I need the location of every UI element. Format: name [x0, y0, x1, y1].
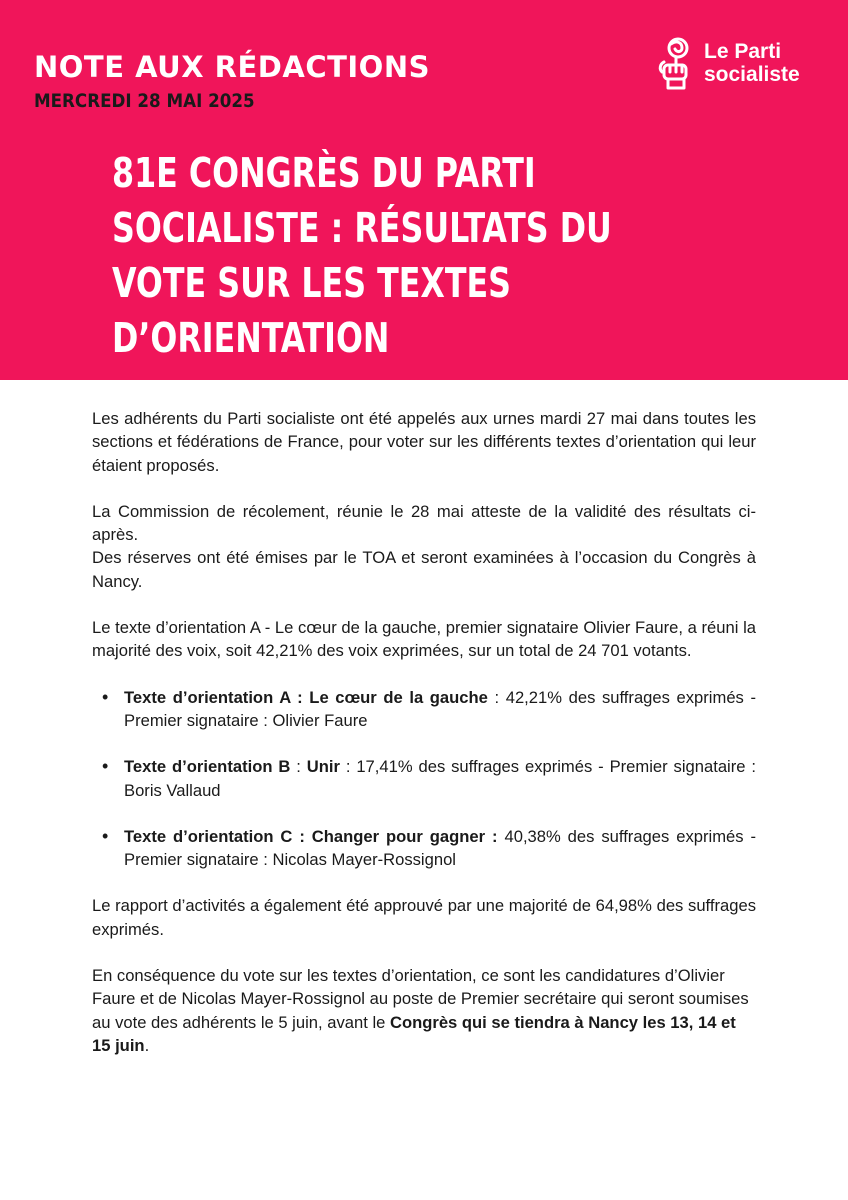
list-item	[124, 825, 756, 872]
page-title: 81E CONGRÈS DU PARTI SOCIALISTE : RÉSULTATS DU VOTE SUR LES TEXTES D’ORIENTATION	[112, 149, 612, 362]
rose-fist-icon	[656, 36, 696, 90]
results-list	[92, 686, 756, 872]
result-detail: 42,21% des suffrages exprimés - Premier signataire : Olivier Faure	[124, 687, 756, 730]
note-title: NOTE AUX RÉDACTIONS	[34, 50, 430, 84]
paragraph-conclusion: En conséquence du vote sur les textes d’orientation, ce sont les candidatures d’Olivier Faure et de Nicolas Mayer-Rossignol au poste de Premier secrétaire qui seront soumises au vote des adhérents le 5 juin, avant le Congrès qui se tiendra à Nancy les 13, 14 et 15 juin.	[92, 966, 749, 1055]
logo-line-2: socialiste	[704, 63, 800, 86]
press-release-body	[92, 407, 756, 1080]
result-detail: 17,41% des suffrages exprimés - Premier signataire : Boris Vallaud	[124, 757, 756, 800]
commission-line-2: Des réserves ont été émises par le TOA et seront examinées à l’occasion du Congrès à Nancy.	[92, 548, 756, 591]
congress-date: Congrès qui se tiendra à Nancy les 13, 14 et 15 juin	[92, 1012, 736, 1055]
result-detail: 40,38% des suffrages exprimés - Premier signataire : Nicolas Mayer-Rossignol	[124, 826, 756, 870]
paragraph-intro: Les adhérents du Parti socialiste ont été appelés aux urnes mardi 27 mai dans toutes les sections et fédérations de France, pour voter sur les différents textes d’orientation qui leur étaient proposés.	[92, 409, 756, 475]
party-logo	[656, 36, 800, 90]
paragraph-majority: Le texte d’orientation A - Le cœur de la gauche, premier signataire Olivier Faure, a réuni la majorité des voix, soit 42,21% des voix exprimées, sur un total de 24 701 votants.	[92, 618, 756, 661]
commission-line-1: La Commission de récolement, réunie le 28 mai atteste de la validité des résultats ci-après.	[92, 501, 756, 545]
logo-text	[704, 40, 800, 86]
result-label: Texte d’orientation A : Le cœur de la gauche	[124, 687, 488, 707]
result-label: Texte d’orientation C : Changer pour gagner :	[124, 826, 498, 846]
header-banner	[0, 0, 848, 380]
result-label-name: Unir	[306, 757, 340, 777]
result-label: Texte d’orientation B	[124, 757, 291, 777]
paragraph-commission	[92, 500, 756, 593]
list-item: • Texte d’orientation B : Unir : 17,41% des suffrages exprimés - Premier signataire : Boris Vallaud	[124, 755, 756, 802]
note-date: MERCREDI 28 MAI 2025	[34, 90, 255, 112]
logo-line-1: Le Parti	[704, 40, 782, 63]
paragraph-activity-report: Le rapport d’activités a également été approuvé par une majorité de 64,98% des suffrages exprimés.	[92, 896, 756, 939]
list-item: • Texte d’orientation A : Le cœur de la gauche : 42,21% des suffrages exprimés - Premier signataire : Olivier Faure	[124, 686, 756, 733]
